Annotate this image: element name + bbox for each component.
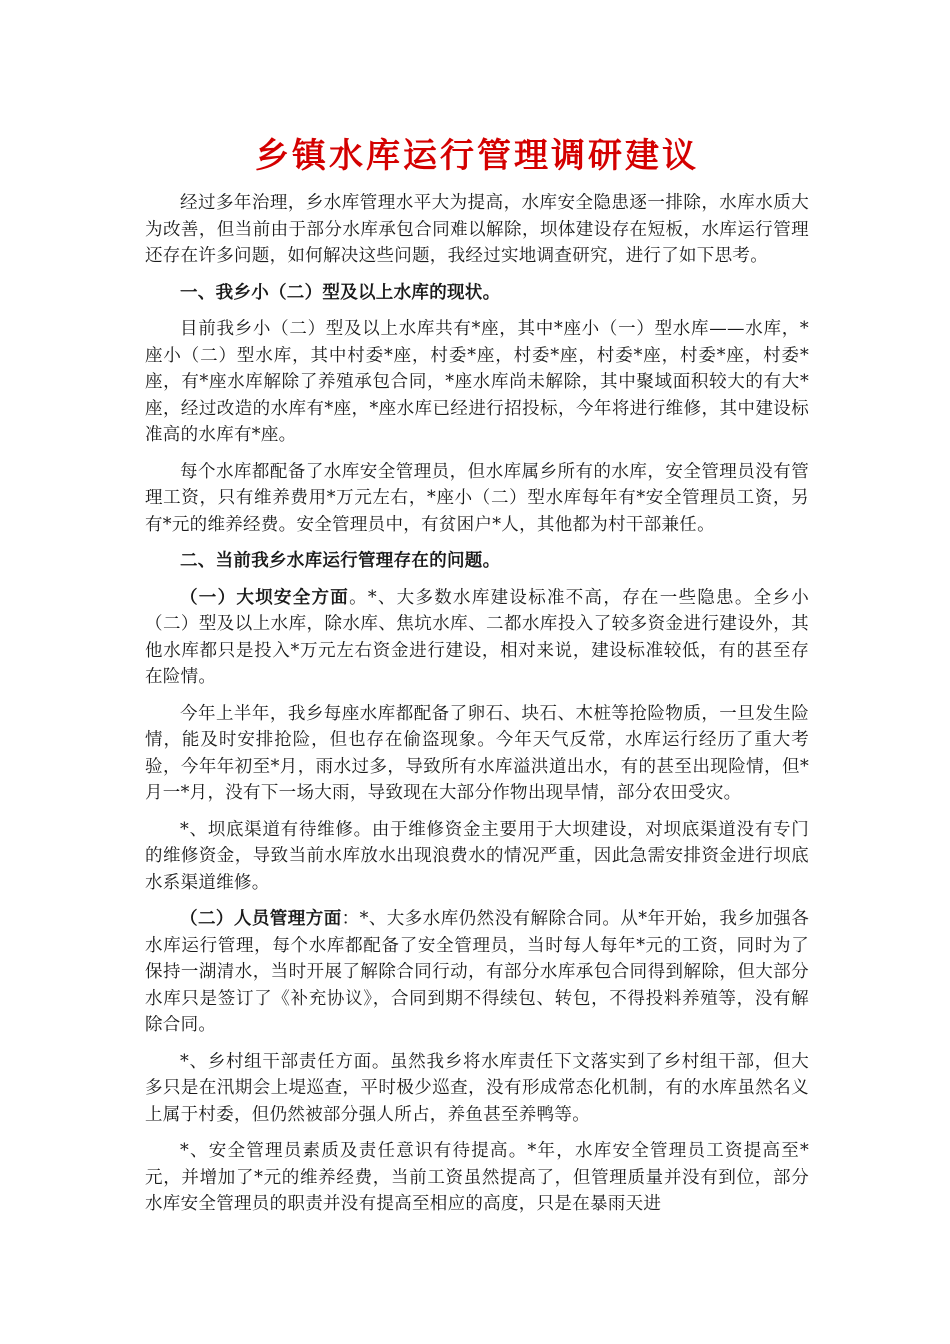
staff-management-paragraph	[145, 906, 809, 1039]
section-2-heading: 二、当前我乡水库运行管理存在的问题。	[180, 551, 501, 571]
document-title: 乡镇水库运行管理调研建议	[255, 136, 699, 176]
staff-management-paragraph-2: *、乡村组干部责任方面。虽然我乡将水库责任下文落实到了乡村组干部，但大多只是在汛期会上堤巡查，平时极少巡查，没有形成常态化机制，有的水库虽然名义上属于村委，但仍然被部分强人所占，养鱼甚至养鸭等。	[145, 1051, 809, 1125]
staff-management-paragraph-3: *、安全管理员素质及责任意识有待提高。*年，水库安全管理员工资提高至*元，并增加了*元的维养经费，当前工资虽然提高了，但管理质量并没有到位，部分水库安全管理员的职责并没有提高至相应的高度，只是在暴雨天进	[145, 1141, 809, 1214]
section-1-heading: 一、我乡小（二）型及以上水库的现状。	[180, 282, 501, 303]
section-1-paragraph-1: 目前我乡小（二）型及以上水库共有*座，其中*座小（一）型水库——水库，*座小（二）型水库，其中村委*座，村委*座，村委*座，村委*座，村委*座，村委*座，有*座水库解除了养殖承包合同，*座水库尚未解除，其中聚域面积较大的有大*座，经过改造的水库有*座，*座水库已经进行招投标，今年将进行维修，其中建设标准高的水库有*座。	[145, 319, 809, 445]
staff-management-text: ：*、大多水库仍然没有解除合同。从*年开始，我乡加强各水库运行管理，每个水库都配备了安全管理员，当时每人每年*元的工资，同时为了保持一湖清水，当时开展了解除合同行动，有部分水库承包合同得到解除，但大部分水库只是签订了《补充协议》，合同到期不得续包、转包，不得投料养殖等，没有解除合同。	[145, 909, 809, 1035]
dam-safety-label: （一）大坝安全方面	[180, 587, 350, 608]
section-1-paragraph-2: 每个水库都配备了水库安全管理员，但水库属乡所有的水库，安全管理员没有管理工资，只有维养费用*万元左右，*座小（二）型水库每年有*安全管理员工资，另有*元的维养经费。安全管理员中，有贫困户*人，其他都为村干部兼任。	[145, 461, 809, 535]
dam-safety-text: 。*、大多数水库建设标准不高，存在一些隐患。全乡小（二）型及以上水库，除水库、焦坑水库、二都水库投入了较多资金进行建设外，其他水库都只是投入*万元左右资金进行建设，相对来说，建设标准较低，有的甚至存在险情。	[145, 587, 809, 687]
dam-safety-paragraph	[145, 585, 809, 691]
staff-management-label: （二）人员管理方面	[180, 909, 342, 929]
document-page	[145, 130, 809, 1228]
intro-paragraph: 经过多年治理，乡水库管理水平大为提高，水库安全隐患逐一排除，水库水质大为改善，但当前由于部分水库承包合同难以解除，坝体建设存在短板，水库运行管理还存在许多问题，如何解决这些问题，我经过实地调查研究，进行了如下思考。	[145, 193, 809, 266]
dam-safety-paragraph-3: *、坝底渠道有待维修。由于维修资金主要用于大坝建设，对坝底渠道没有专门的维修资金，导致当前水库放水出现浪费水的情况严重，因此急需安排资金进行坝底水系渠道维修。	[145, 819, 809, 893]
dam-safety-paragraph-2: 今年上半年，我乡每座水库都配备了卵石、块石、木桩等抢险物质，一旦发生险情，能及时安排抢险，但也存在偷盗现象。今年天气反常，水库运行经历了重大考验，今年年初至*月，雨水过多，导致所有水库溢洪道出水，有的甚至出现险情，但*月一*月，没有下一场大雨，导致现在大部分作物出现旱情，部分农田受灾。	[145, 703, 809, 803]
